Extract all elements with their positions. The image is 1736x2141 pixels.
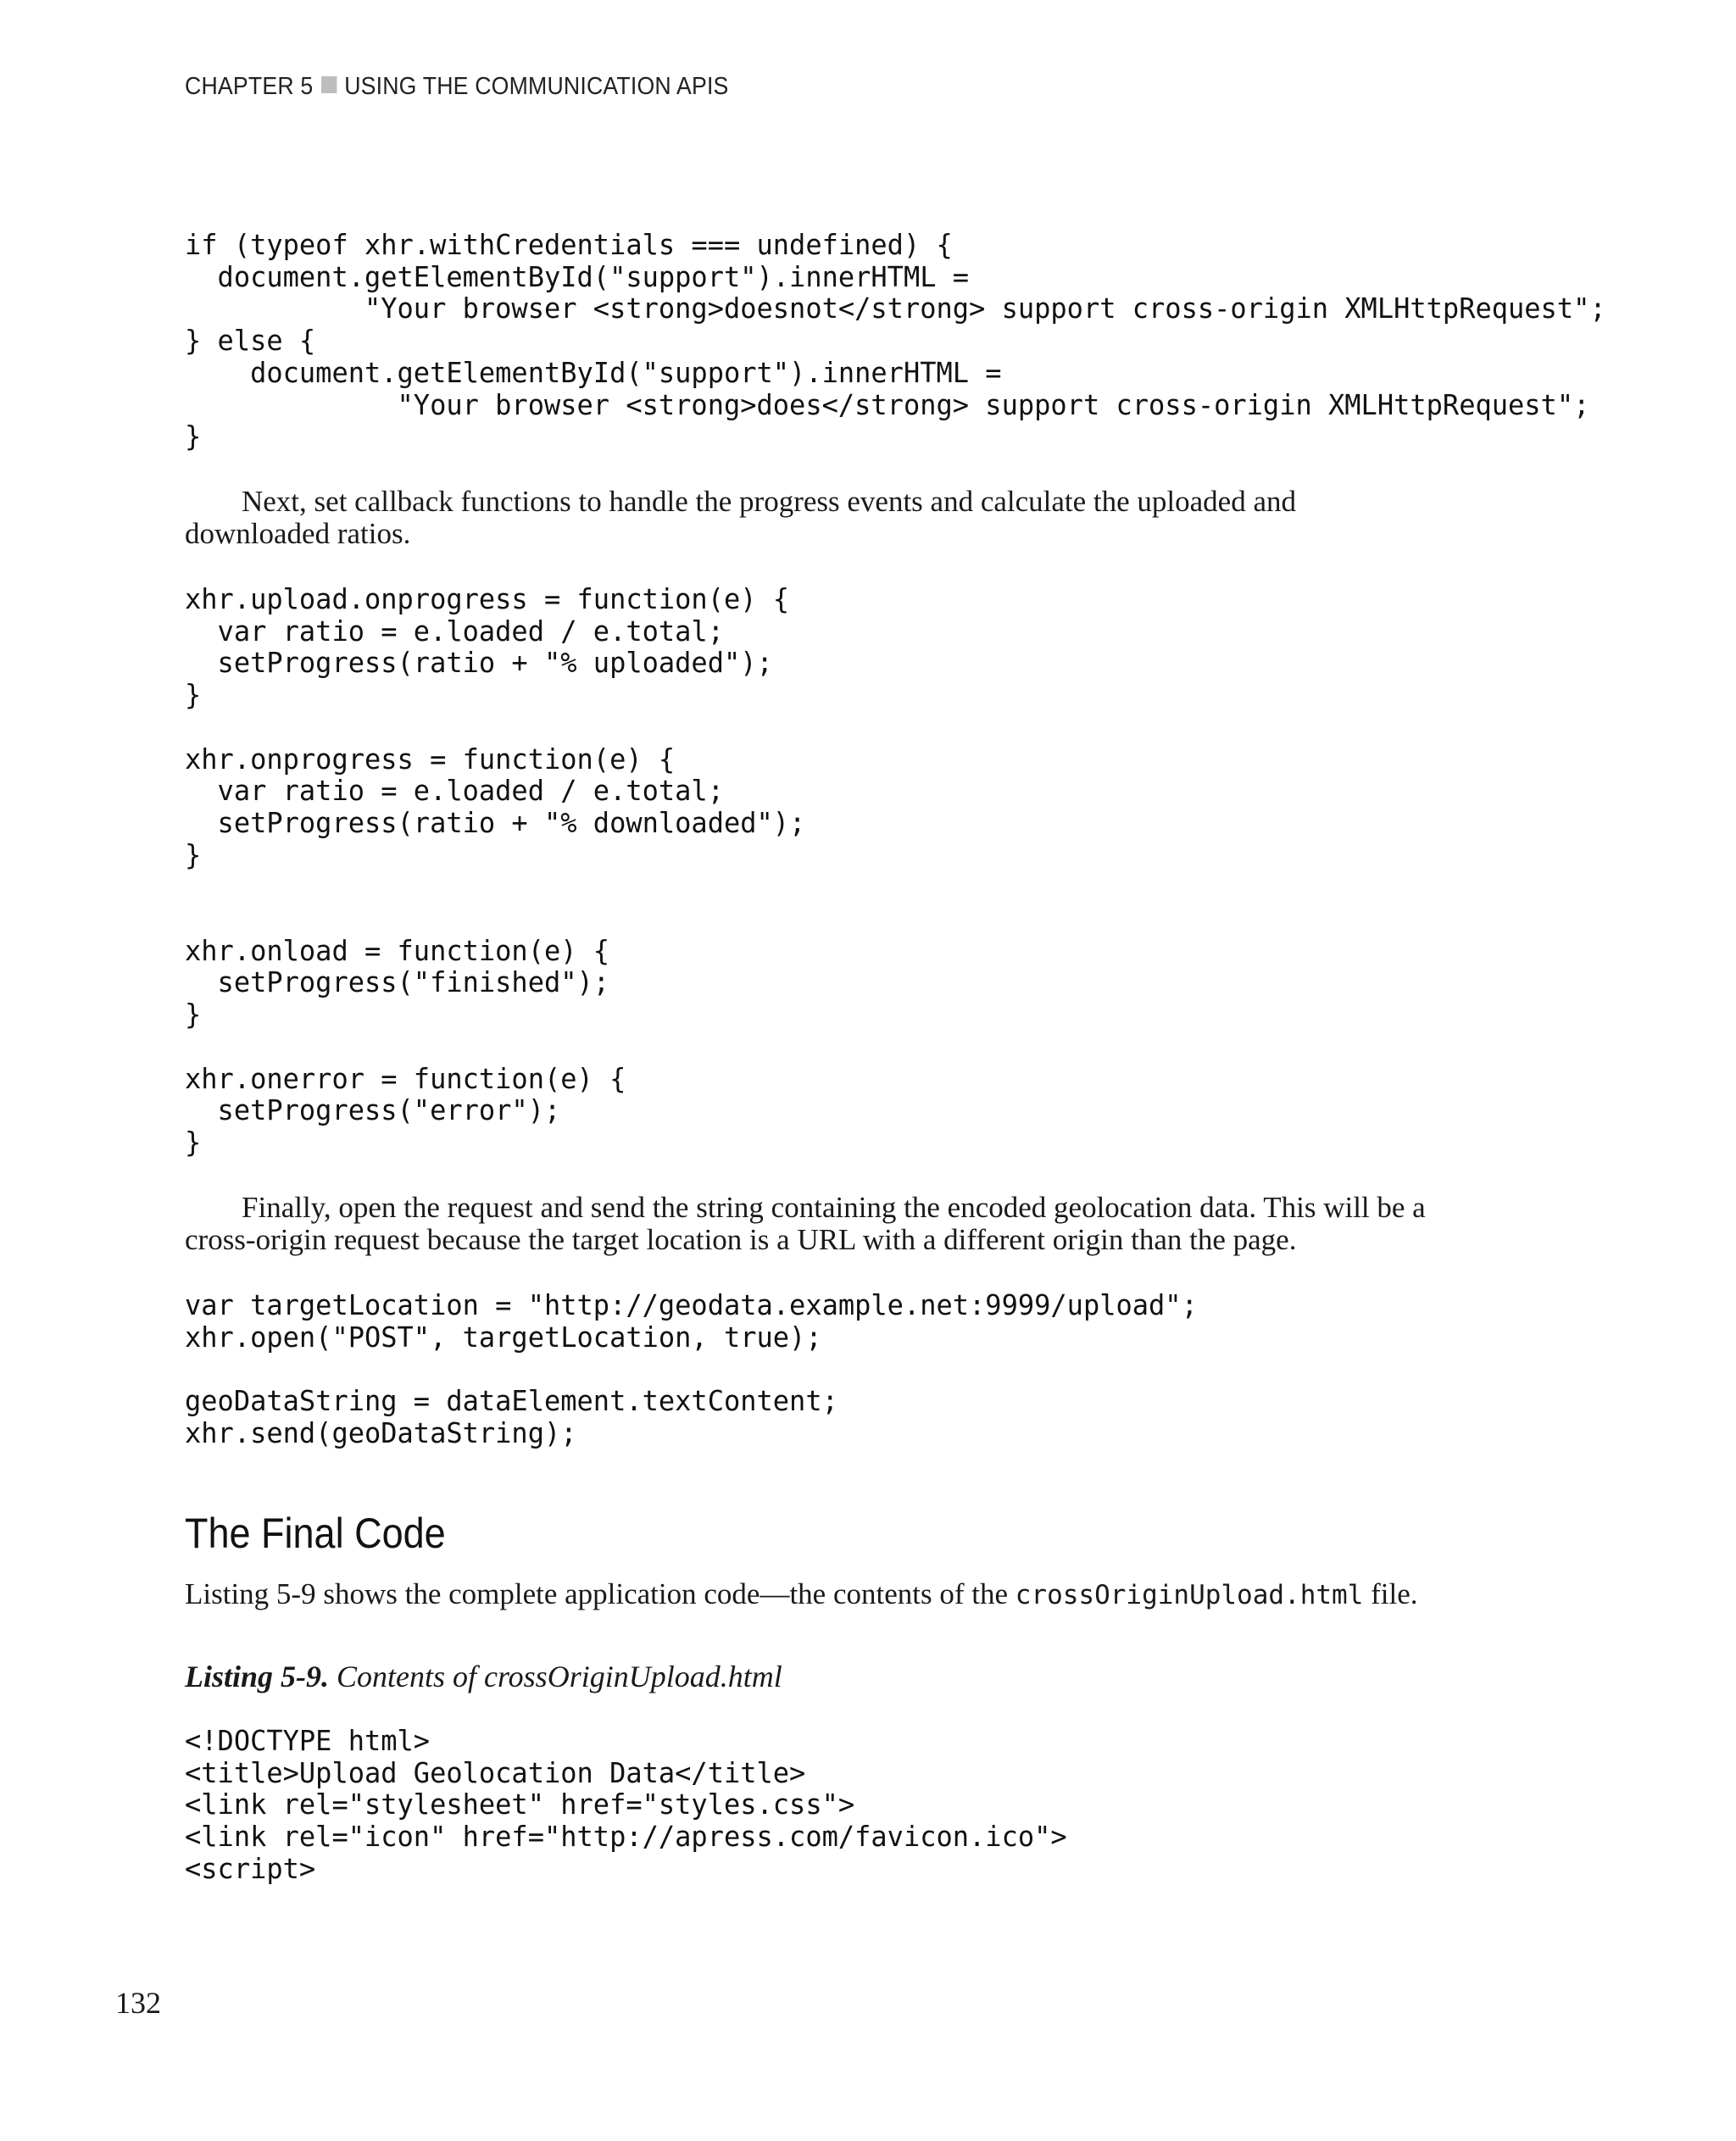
header-separator-square-icon: [321, 76, 337, 93]
paragraph-open-request: [185, 1192, 1550, 1256]
paragraph-line: [185, 1578, 1550, 1611]
chapter-title: USING THE COMMUNICATION APIS: [344, 73, 729, 100]
section-heading: The Final Code: [185, 1510, 446, 1557]
paragraph-listing-intro: [185, 1578, 1550, 1611]
code-block-progress-handlers: xhr.upload.onprogress = function(e) { var ratio = e.loaded / e.total; setProgress(ratio + "% uploaded"); } xhr.onprogress = function(e) { var ratio = e.loaded / e.total; setProgress(ratio + "% downloaded"); } xhr.onload = function(e) { setProgress("finished"); } xhr.onerror = function(e) { setProgress("error"); }: [185, 582, 806, 1159]
page-number: 132: [115, 1986, 161, 2020]
inline-code-filename: crossOriginUpload.html: [1015, 1580, 1364, 1610]
paragraph-progress-callbacks: [185, 486, 1550, 550]
code-block-support-check: if (typeof xhr.withCredentials === undefined) { document.getElementById("support").innerHTML = "Your browser <strong>doesnot</strong> support cross-origin XMLHttpRequest"; } else { document.getElementById("support").innerHTML = "Your browser <strong>does</strong> support cross-origin XMLHttpRequest"; }: [185, 228, 1606, 453]
paragraph-line: cross-origin request because the target location is a URL with a different origin than the page.: [185, 1223, 1297, 1256]
listing-caption-text: Contents of crossOriginUpload.html: [329, 1660, 782, 1693]
intro-text-before: Listing 5-9 shows the complete application code—the contents of the: [185, 1577, 1015, 1610]
paragraph-line: Next, set callback functions to handle the progress events and calculate the uploaded and: [242, 485, 1297, 518]
paragraph-line: downloaded ratios.: [185, 517, 411, 550]
intro-text-after: file.: [1363, 1577, 1418, 1610]
paragraph-line: Finally, open the request and send the string containing the encoded geolocation data. This will be a: [242, 1191, 1426, 1224]
listing-caption: [185, 1659, 782, 1694]
code-block-send-request: var targetLocation = "http://geodata.example.net:9999/upload"; xhr.open("POST", targetLocation, true); geoDataString = dataElement.textContent; xhr.send(geoDataString);: [185, 1288, 1198, 1449]
code-block-listing: <!DOCTYPE html> <title>Upload Geolocation Data</title> <link rel="stylesheet" href="styles.css"> <link rel="icon" href="http://apress.com/favicon.ico"> <script>: [185, 1724, 1067, 1885]
chapter-number: CHAPTER 5: [185, 73, 314, 100]
listing-caption-label: Listing 5-9.: [185, 1660, 330, 1693]
running-header: [185, 73, 729, 101]
